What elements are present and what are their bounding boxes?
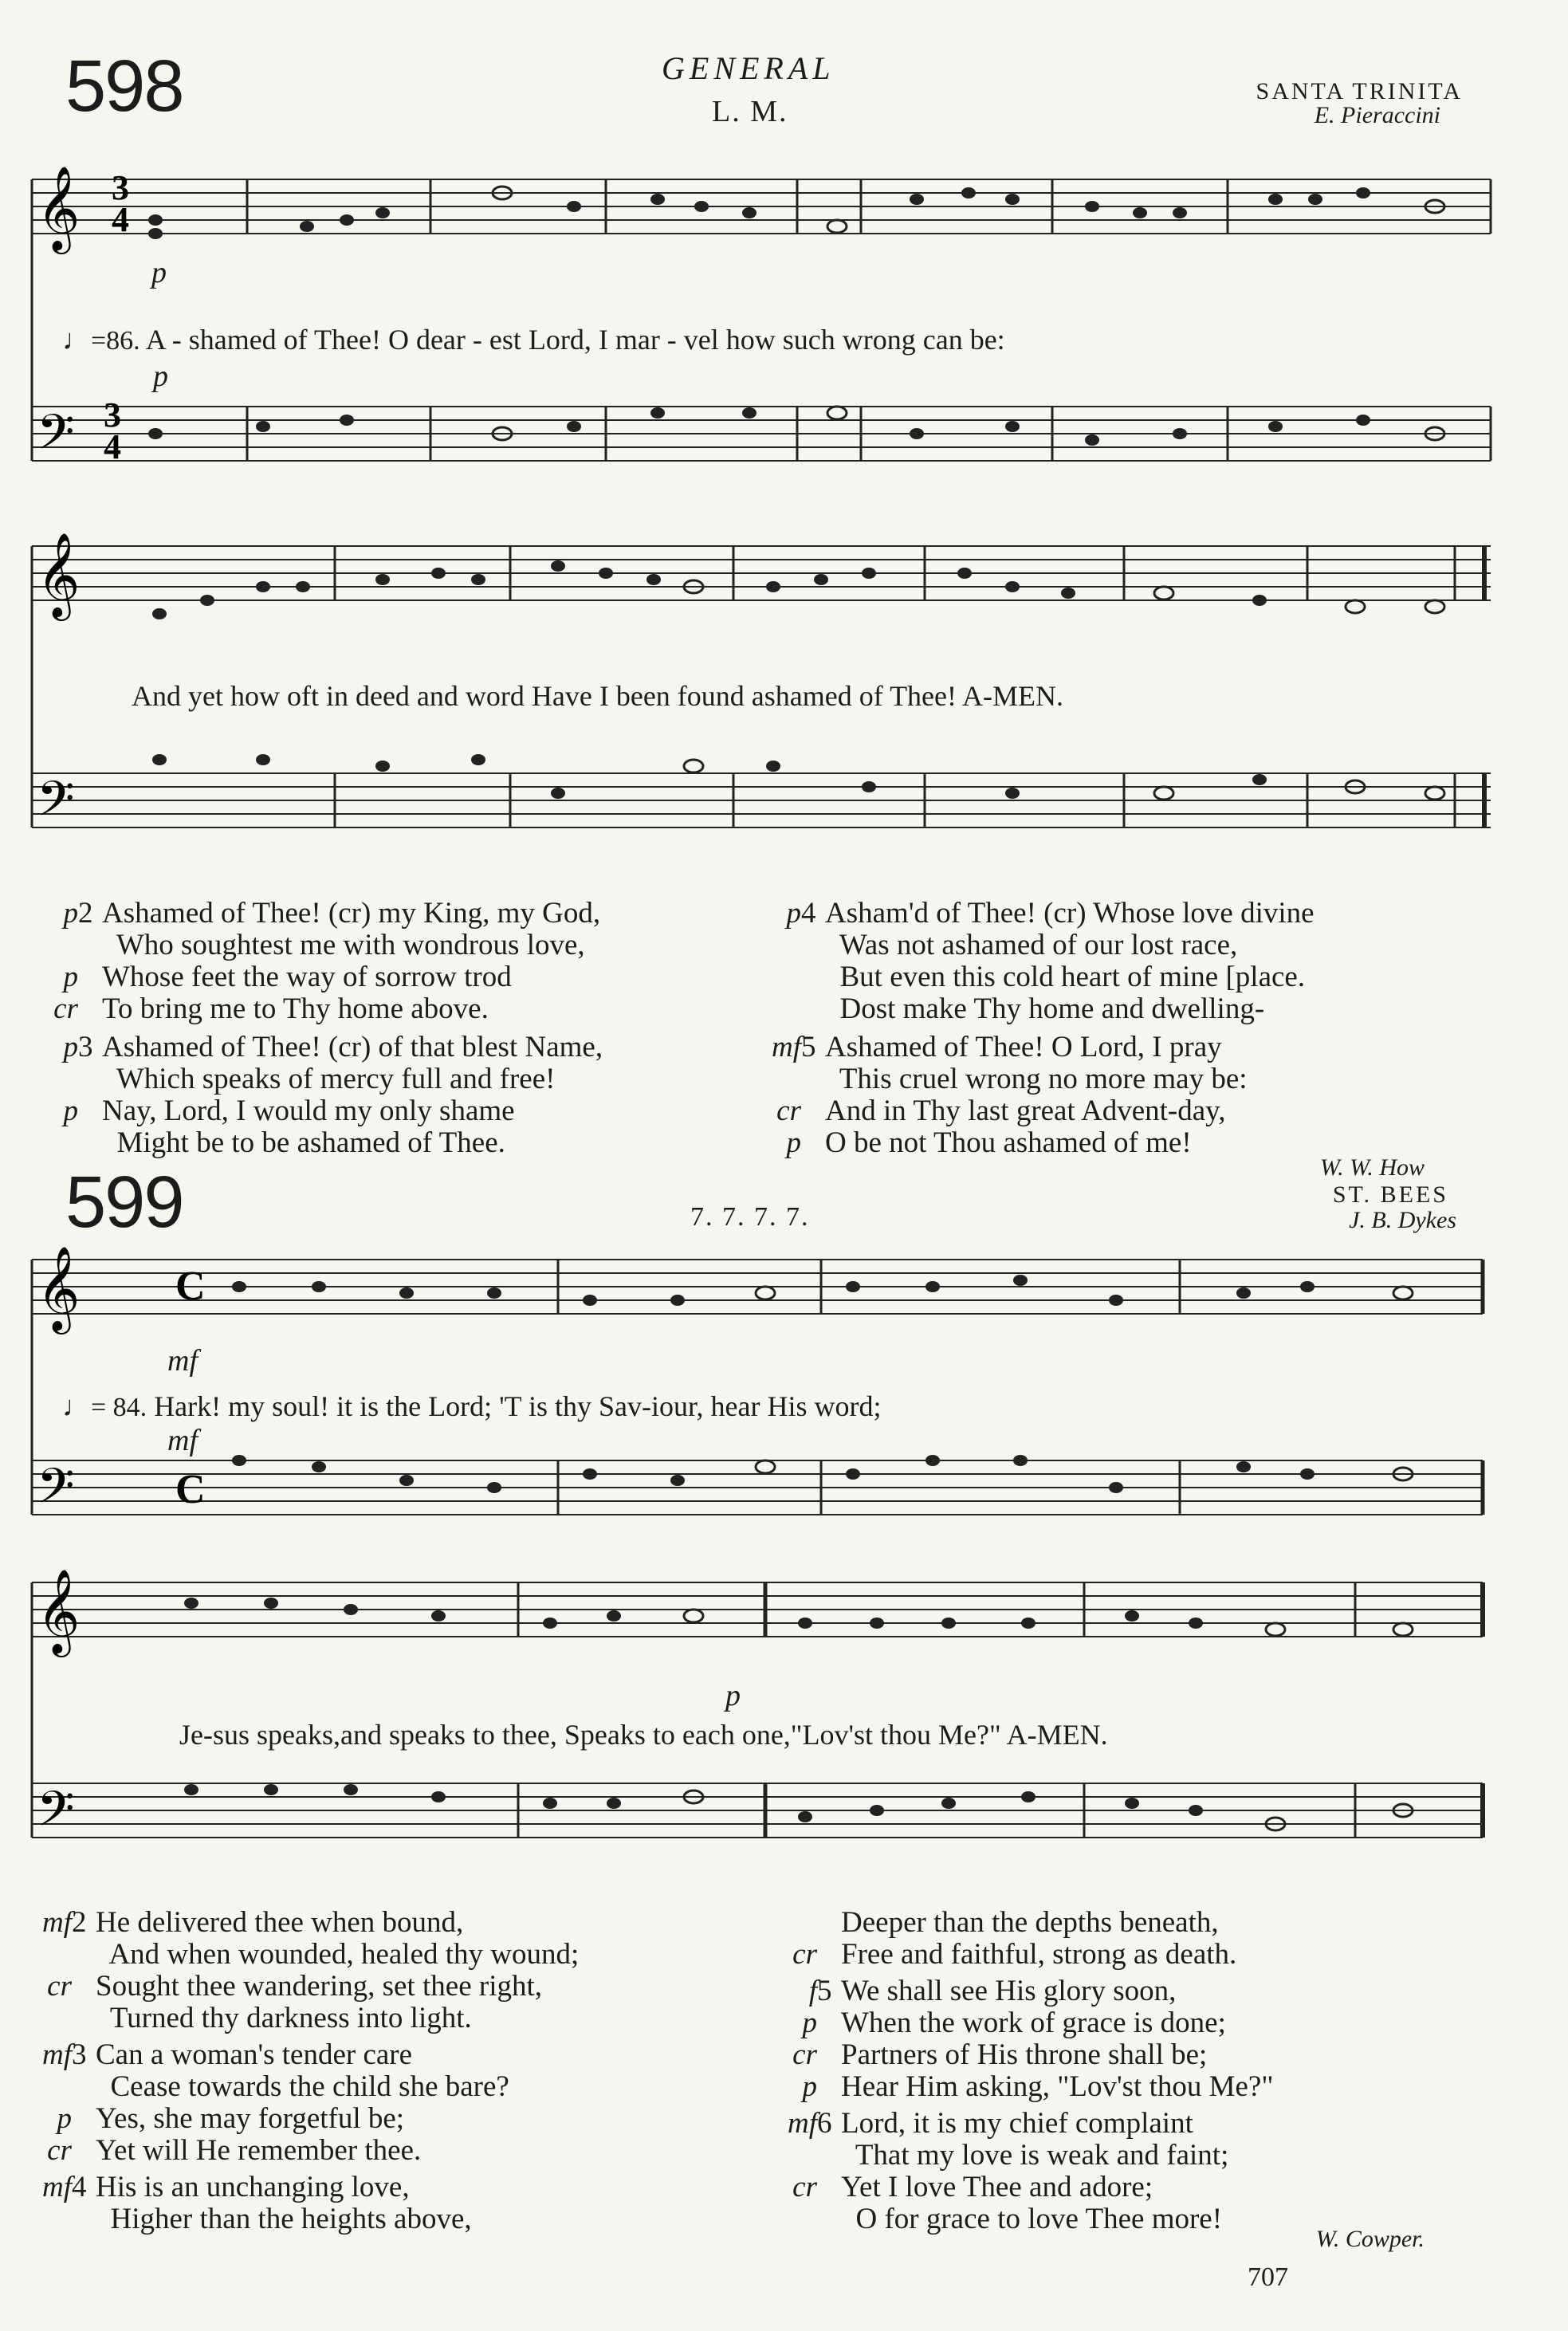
hymn-598-verses-right: [761, 898, 1315, 1159]
dynamic-mark: cr: [47, 2134, 72, 2167]
verse-text: Asham'd of Thee! (cr) Whose love divine: [825, 897, 1315, 930]
verse-text: O for grace to love Thee more!: [841, 2203, 1223, 2235]
hymn-number-599: 599: [65, 1162, 183, 1243]
hymn-598-meter: L. M.: [712, 95, 788, 128]
verse-number: 3: [72, 2038, 87, 2071]
quarter-note-icon: ♩: [62, 324, 91, 356]
svg-text:𝄢: 𝄢: [37, 1781, 75, 1849]
bass-staff: [32, 407, 1491, 461]
dynamic-mark: mf: [788, 2107, 817, 2140]
dynamic-mark: p: [786, 1126, 801, 1159]
verse-line: [777, 2007, 1273, 2039]
verse-line: [777, 1975, 1273, 2007]
page-number: 707: [1248, 2262, 1288, 2292]
verse-number: 3: [78, 1031, 93, 1063]
verse-number: 5: [801, 1031, 816, 1063]
verse-line: [761, 1095, 1315, 1127]
verse-line: [32, 2003, 579, 2034]
verse-line: [761, 898, 1315, 930]
hymn-599-dynamic-line-2: p: [725, 1679, 741, 1712]
verse-number: 4: [72, 2171, 87, 2203]
dynamic-mark: p: [57, 2102, 72, 2135]
dynamic-mark: cr: [47, 1970, 72, 2003]
dynamic-mark: cr: [53, 993, 78, 1025]
verse-line: [777, 2203, 1273, 2235]
verse-text: This cruel wrong no more may be:: [825, 1063, 1248, 1095]
dynamic-mark: mf: [42, 1906, 72, 1939]
verse-text: And when wounded, healed thy wound;: [96, 1938, 580, 1971]
verse-text: Was not ashamed of our lost race,: [825, 929, 1238, 961]
hymn-598-dynamic-bass: p: [153, 360, 168, 393]
hymn-599-dynamic-bass: mf: [167, 1424, 198, 1457]
svg-text:4: 4: [104, 427, 121, 466]
svg-text:3: 3: [104, 395, 121, 434]
verse-stanza: [777, 1907, 1273, 1971]
verse-text: Yet I love Thee and adore;: [841, 2171, 1153, 2203]
hymn-598-verses-left: [38, 898, 603, 1159]
verse-line: [777, 2039, 1273, 2071]
hymn-599-meter: 7. 7. 7. 7.: [690, 1202, 810, 1232]
verse-text: To bring me to Thy home above.: [102, 993, 489, 1025]
dynamic-mark: p: [63, 961, 78, 993]
dynamic-mark: cr: [792, 2171, 817, 2203]
verse-stanza: [38, 1032, 603, 1159]
verse-number: 2: [78, 897, 93, 930]
verse-stanza: [32, 2172, 579, 2235]
dynamic-mark: mf: [772, 1031, 801, 1063]
verse-text: Which speaks of mercy full and free!: [102, 1063, 556, 1095]
hymn-598-tune: SANTA TRINITA: [1256, 78, 1463, 104]
verse-line: [32, 2071, 579, 2103]
verse-stanza: [777, 2108, 1273, 2235]
verse-text: Might be to be ashamed of Thee.: [102, 1126, 505, 1159]
verse-stanza: [32, 2039, 579, 2167]
verse-text: But even this cold heart of mine [place.: [825, 961, 1306, 993]
verse-line: [38, 930, 603, 961]
hymn-598-composer: E. Pieraccini: [1314, 102, 1440, 128]
barlines: [32, 179, 1491, 461]
hymn-598-dynamic-treble: p: [151, 256, 167, 289]
common-time-icon: C: [175, 1264, 206, 1309]
verse-line: [761, 1032, 1315, 1063]
verse-line: [38, 898, 603, 930]
verse-text: When the work of grace is done;: [841, 2007, 1226, 2039]
svg-text:𝄞: 𝄞: [37, 532, 81, 617]
verse-text: He delivered thee when bound,: [96, 1906, 464, 1939]
hymn-599-lyrics-line-2: Je-sus speaks,and speaks to thee, Speaks to each one,"Lov'st thou Me?" A-MEN.: [179, 1719, 1108, 1751]
hymn-599-system-1: [32, 1228, 1499, 1547]
svg-text:𝄞: 𝄞: [37, 1568, 81, 1653]
hymn-599-author: W. Cowper.: [1315, 2226, 1425, 2252]
verse-number: 2: [72, 1906, 87, 1939]
hymn-598-author: W. W. How: [1319, 1154, 1425, 1181]
hymn-598-tempo: =86.: [91, 326, 140, 356]
svg-text:𝄢: 𝄢: [37, 1458, 75, 1527]
dynamic-mark: f: [808, 1975, 817, 2007]
time-signature-top: 3: [112, 168, 129, 207]
verse-line: [38, 993, 603, 1025]
svg-text:𝄢: 𝄢: [37, 771, 75, 839]
section-heading: GENERAL: [662, 50, 835, 86]
verse-text: Sought thee wandering, set thee right,: [96, 1970, 543, 2003]
hymn-599-dynamic-treble: mf: [167, 1344, 198, 1378]
verse-line: [761, 930, 1315, 961]
verse-stanza: [38, 898, 603, 1025]
verse-text: Yet will He remember thee.: [96, 2134, 422, 2167]
time-signature-bottom: 4: [112, 200, 129, 239]
verse-text: Nay, Lord, I would my only shame: [102, 1095, 515, 1127]
verse-line: [777, 2140, 1273, 2172]
verse-text: Ashamed of Thee! O Lord, I pray: [825, 1031, 1222, 1063]
verse-text: Hear Him asking, "Lov'st thou Me?": [841, 2070, 1274, 2103]
verse-line: [761, 1063, 1315, 1095]
verse-line: [777, 2071, 1273, 2103]
lyrics-text: A - shamed of Thee! O dear - est Lord, I mar - vel how such wrong can be:: [145, 324, 1005, 356]
verse-text: Ashamed of Thee! (cr) my King, my God,: [102, 897, 601, 930]
hymn-599-tune: ST. BEES: [1332, 1181, 1448, 1208]
dynamic-mark: cr: [776, 1095, 801, 1127]
verse-text: And in Thy last great Advent-day,: [825, 1095, 1226, 1127]
dynamic-mark: p: [802, 2070, 817, 2103]
verse-number: 6: [817, 2107, 832, 2140]
verse-text: That my love is weak and faint;: [841, 2139, 1229, 2172]
verse-line: [761, 1127, 1315, 1159]
verse-text: Free and faithful, strong as death.: [841, 1938, 1237, 1971]
hymn-599-lyrics-line-1: [62, 1390, 881, 1423]
hymn-599-tempo: = 84.: [91, 1393, 147, 1422]
verse-text: We shall see His glory soon,: [841, 1975, 1177, 2007]
verse-text: Deeper than the depths beneath,: [841, 1906, 1219, 1939]
verse-text: Partners of His throne shall be;: [841, 2038, 1208, 2071]
verse-stanza: [761, 898, 1315, 1025]
treble-clef-icon: 𝄞: [37, 165, 81, 250]
dynamic-mark: p: [63, 1031, 78, 1063]
dynamic-mark: cr: [792, 2038, 817, 2071]
dynamic-mark: p: [786, 897, 801, 930]
verse-line: [777, 2108, 1273, 2140]
verse-line: [32, 2203, 579, 2235]
verse-number: 4: [801, 897, 816, 930]
svg-text:C: C: [175, 1467, 206, 1512]
verse-line: [32, 1971, 579, 2003]
verse-text: O be not Thou ashamed of me!: [825, 1126, 1192, 1159]
verse-text: Higher than the heights above,: [96, 2203, 472, 2235]
hymn-599-composer: J. B. Dykes: [1349, 1207, 1456, 1233]
verse-line: [777, 1907, 1273, 1939]
quarter-note-icon: ♩: [62, 1390, 91, 1422]
verse-text: Dost make Thy home and dwelling-: [825, 993, 1265, 1025]
verse-line: [32, 1939, 579, 1971]
dynamic-mark: p: [63, 1095, 78, 1127]
verse-text: Lord, it is my chief complaint: [841, 2107, 1193, 2140]
hymn-598-lyrics-line-1: [62, 323, 1005, 356]
verse-line: [761, 961, 1315, 993]
dynamic-mark: p: [63, 897, 78, 930]
verse-text: Can a woman's tender care: [96, 2038, 413, 2071]
hymn-number-598: 598: [65, 45, 183, 127]
verse-stanza: [32, 1907, 579, 2034]
verse-line: [777, 1939, 1273, 1971]
bass-clef-icon: 𝄢: [37, 404, 75, 473]
dynamic-mark: p: [802, 2007, 817, 2039]
verse-text: Whose feet the way of sorrow trod: [102, 961, 512, 993]
verse-line: [38, 1032, 603, 1063]
hymn-599-verses-right: [777, 1907, 1273, 2235]
verse-text: Cease towards the child she bare?: [96, 2070, 509, 2103]
verse-line: [38, 1127, 603, 1159]
verse-line: [38, 1063, 603, 1095]
verse-line: [38, 961, 603, 993]
verse-text: Yes, she may forgetful be;: [96, 2102, 405, 2135]
treble-staff: [32, 179, 1491, 234]
dynamic-mark: mf: [42, 2038, 72, 2071]
verse-stanza: [777, 1975, 1273, 2103]
hymn-598-lyrics-line-2: And yet how oft in deed and word Have I been found ashamed of Thee! A-MEN.: [132, 680, 1063, 712]
verse-text: His is an unchanging love,: [96, 2171, 410, 2203]
verse-text: Who soughtest me with wondrous love,: [102, 929, 585, 961]
svg-text:𝄞: 𝄞: [37, 1245, 81, 1331]
verse-line: [777, 2172, 1273, 2203]
verse-line: [38, 1095, 603, 1127]
verse-line: [32, 2135, 579, 2167]
verse-line: [761, 993, 1315, 1025]
verse-line: [32, 2103, 579, 2135]
verse-line: [32, 2039, 579, 2071]
verse-number: 5: [817, 1975, 832, 2007]
dynamic-mark: mf: [42, 2171, 72, 2203]
verse-stanza: [761, 1032, 1315, 1159]
verse-line: [32, 2172, 579, 2203]
verse-text: Ashamed of Thee! (cr) of that blest Name,: [102, 1031, 603, 1063]
hymn-599-system-2: [32, 1551, 1499, 1869]
hymn-599-verses-left: [32, 1907, 579, 2235]
verse-text: Turned thy darkness into light.: [96, 2002, 472, 2034]
lyrics-text: Hark! my soul! it is the Lord; 'T is thy Sav-iour, hear His word;: [154, 1390, 882, 1422]
dynamic-mark: cr: [792, 1938, 817, 1971]
verse-line: [32, 1907, 579, 1939]
